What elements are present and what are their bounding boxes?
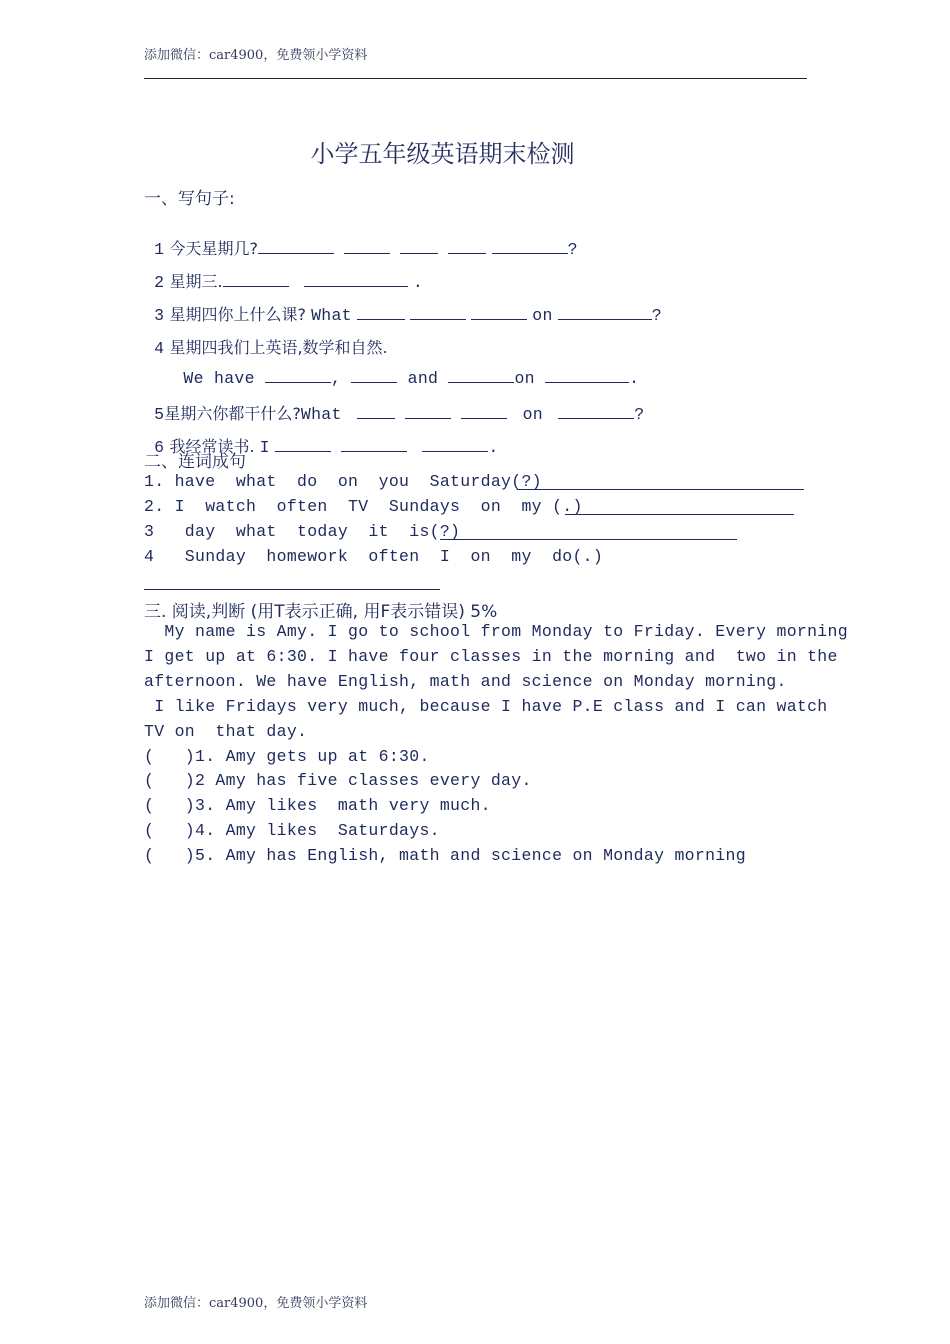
question-2: ( )2 Amy has five classes every day. bbox=[144, 771, 532, 790]
s2-item-1: 1. have what do on you Saturday(?) bbox=[144, 472, 542, 491]
header-rule bbox=[144, 78, 807, 79]
section2-heading: 二、连词成句 bbox=[144, 452, 246, 472]
passage-line-3: afternoon. We have English, math and science on Monday morning. bbox=[144, 672, 787, 691]
s1-item-5: 5星期六你都干什么?What on ? bbox=[154, 404, 645, 424]
question-4: ( )4. Amy likes Saturdays. bbox=[144, 821, 440, 840]
s1-item-3: 3 星期四你上什么课? What on ? bbox=[154, 305, 662, 325]
section3-heading: 三. 阅读,判断 (用T表示正确, 用F表示错误) 5% bbox=[144, 602, 498, 622]
question-3: ( )3. Amy likes math very much. bbox=[144, 796, 491, 815]
s1-item-1: 1 今天星期几? ? bbox=[154, 239, 578, 259]
passage-line-5: TV on that day. bbox=[144, 722, 308, 741]
s2-item-3: 3 day what today it is(?) bbox=[144, 522, 461, 541]
s1-item-2: 2 星期三. . bbox=[154, 272, 424, 292]
page-header: 添加微信：car4900，免费领小学资料 bbox=[144, 48, 368, 63]
s2-item-2: 2. I watch often TV Sundays on my (.) bbox=[144, 497, 583, 516]
s1-item-6: 6 我经常读书. I . bbox=[154, 437, 499, 457]
page-title: 小学五年级英语期末检测 bbox=[310, 140, 575, 168]
s2-item-4: 4 Sunday homework often I on my do(.) bbox=[144, 547, 604, 566]
question-5: ( )5. Amy has English, math and science on Monday morning bbox=[144, 846, 746, 865]
s2-answer-line-1 bbox=[517, 489, 804, 490]
s1-item-4: 4 星期四我们上英语,数学和自然. bbox=[154, 338, 388, 358]
passage-line-2: I get up at 6:30. I have four classes in the morning and two in the bbox=[144, 647, 838, 666]
s2-answer-line-2 bbox=[565, 514, 794, 515]
s1-item-4-answer: We have , and on . bbox=[183, 369, 640, 388]
section1-heading: 一、写句子: bbox=[144, 189, 235, 209]
s2-answer-line-3 bbox=[440, 539, 737, 540]
page-footer: 添加微信：car4900，免费领小学资料 bbox=[144, 1296, 368, 1311]
s2-answer-line-4 bbox=[144, 589, 440, 590]
passage-line-4: I like Fridays very much, because I have P.E class and I can watch bbox=[144, 697, 828, 716]
passage-line-1: My name is Amy. I go to school from Monday to Friday. Every morning bbox=[144, 622, 848, 641]
question-1: ( )1. Amy gets up at 6:30. bbox=[144, 747, 430, 766]
